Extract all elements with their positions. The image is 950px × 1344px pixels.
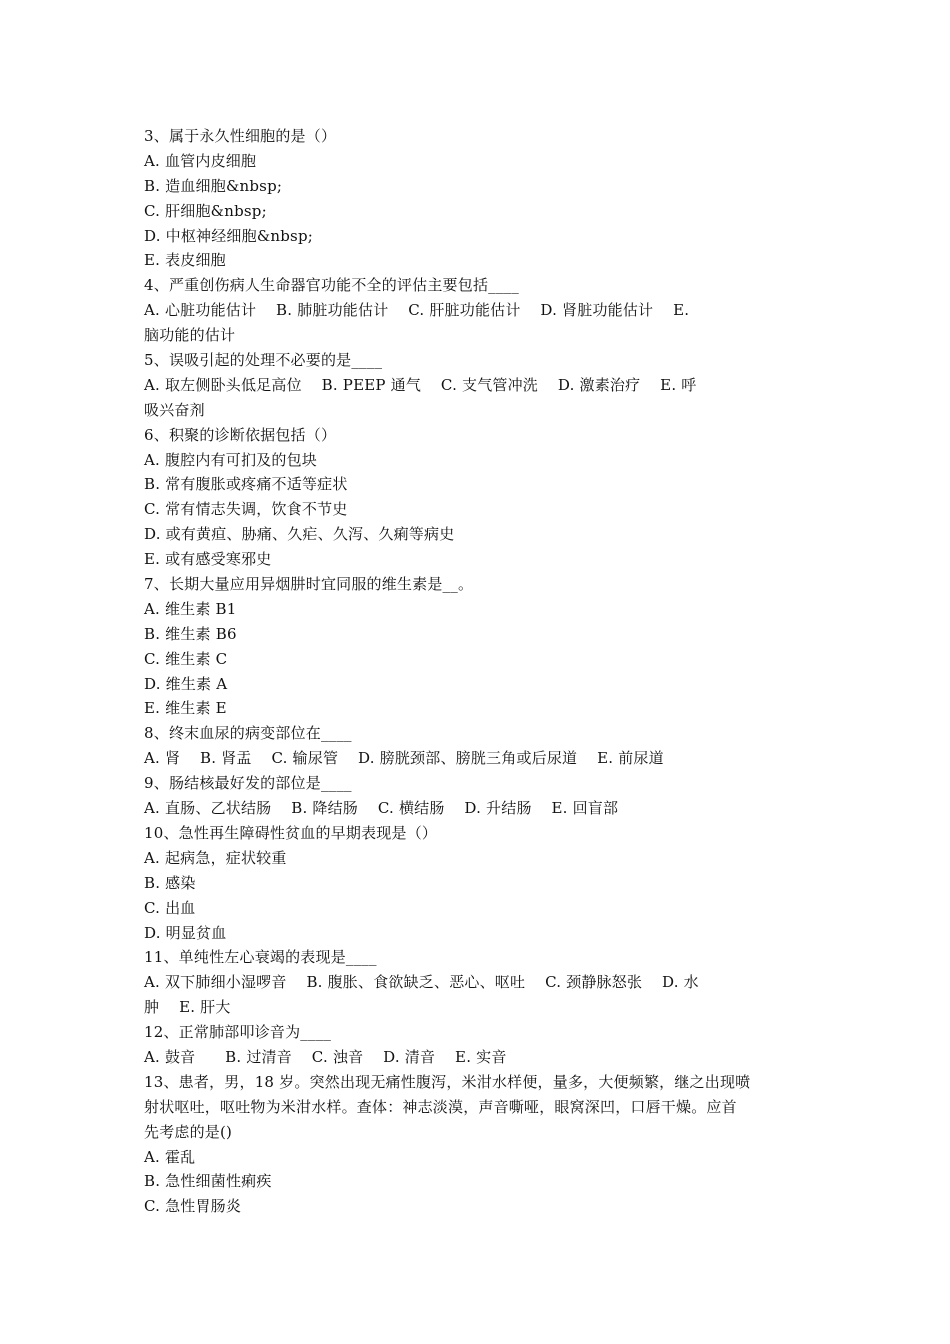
q13-option-c: C. 急性胃肠炎	[144, 1197, 242, 1216]
q6-option-a: A. 腹腔内有可扪及的包块	[144, 450, 317, 469]
q10-option-b: B. 感染	[144, 873, 196, 892]
q7-option-c: C. 维生素 C	[144, 649, 228, 668]
q3-option-a: A. 血管内皮细胞	[144, 151, 257, 170]
q7-option-b: B. 维生素 B6	[144, 624, 237, 643]
q6-option-b: B. 常有腹胀或疼痛不适等症状	[144, 475, 348, 494]
question-13-stem-line-2: 射状呕吐，呕吐物为米泔水样。查体：神志淡漠，声音嘶哑，眼窝深凹，口唇干燥。应首	[144, 1097, 737, 1116]
question-9-stem: 9、肠结核最好发的部位是____	[144, 774, 352, 793]
q5-options-line-1: A. 取左侧卧头低足高位 B. PEEP 通气 C. 支气管冲洗 D. 激素治疗 E. 呼	[144, 375, 697, 394]
question-3-stem: 3、属于永久性细胞的是（）	[144, 127, 337, 145]
q7-option-e: E. 维生素 E	[144, 699, 227, 718]
question-13-stem-line-1: 13、患者，男，18 岁。突然出现无痛性腹泻，米泔水样便，量多，大便频繁，继之出现喷	[144, 1072, 751, 1091]
question-10-stem: 10、急性再生障碍性贫血的早期表现是（）	[144, 823, 438, 842]
q5-options-line-2: 吸兴奋剂	[144, 400, 205, 419]
question-4-stem: 4、严重创伤病人生命器官功能不全的评估主要包括____	[144, 276, 519, 295]
q12-options: A. 鼓音 B. 过清音 C. 浊音 D. 清音 E. 实音	[144, 1047, 507, 1066]
q13-option-a: A. 霍乱	[144, 1147, 196, 1166]
q6-option-c: C. 常有情志失调，饮食不节史	[144, 500, 348, 519]
q10-option-c: C. 出血	[144, 898, 196, 917]
document-body	[144, 124, 804, 1219]
q10-option-a: A. 起病急，症状较重	[144, 848, 287, 867]
question-11-stem: 11、单纯性左心衰竭的表现是____	[144, 948, 377, 967]
q11-options-line-1: A. 双下肺细小湿啰音 B. 腹胀、食欲缺乏、恶心、呕吐 C. 颈静脉怒张 D. 水	[144, 973, 699, 992]
question-5-stem: 5、误吸引起的处理不必要的是____	[144, 351, 383, 370]
q4-options-line-1: A. 心脏功能估计 B. 肺脏功能估计 C. 肝脏功能估计 D. 肾脏功能估计 E.	[144, 301, 690, 320]
question-12-stem: 12、正常肺部叩诊音为____	[144, 1023, 332, 1042]
q6-option-e: E. 或有感受寒邪史	[144, 550, 272, 569]
question-8-stem: 8、终末血尿的病变部位在____	[144, 724, 352, 743]
q8-options: A. 肾 B. 肾盂 C. 输尿管 D. 膀胱颈部、膀胱三角或后尿道 E. 前尿道	[144, 749, 664, 768]
question-13-stem-line-3: 先考虑的是()	[144, 1122, 233, 1141]
q10-option-d: D. 明显贫血	[144, 923, 227, 942]
q6-option-d: D. 或有黄疸、胁痛、久疟、久泻、久痢等病史	[144, 525, 455, 544]
q11-options-line-2: 肿 E. 肝大	[144, 998, 231, 1017]
question-6-stem: 6、积聚的诊断依据包括（）	[144, 425, 337, 444]
q4-options-line-2: 脑功能的估计	[144, 326, 236, 345]
q9-options: A. 直肠、乙状结肠 B. 降结肠 C. 横结肠 D. 升结肠 E. 回盲部	[144, 799, 619, 818]
q3-option-d: D. 中枢神经细胞&nbsp;	[144, 226, 313, 245]
q7-option-a: A. 维生素 B1	[144, 599, 237, 618]
q13-option-b: B. 急性细菌性痢疾	[144, 1172, 272, 1191]
q3-option-c: C. 肝细胞&nbsp;	[144, 201, 267, 220]
question-7-stem: 7、长期大量应用异烟肼时宜同服的维生素是__。	[144, 575, 474, 594]
q3-option-b: B. 造血细胞&nbsp;	[144, 176, 283, 195]
q7-option-d: D. 维生素 A	[144, 674, 228, 693]
q3-option-e: E. 表皮细胞	[144, 251, 226, 270]
